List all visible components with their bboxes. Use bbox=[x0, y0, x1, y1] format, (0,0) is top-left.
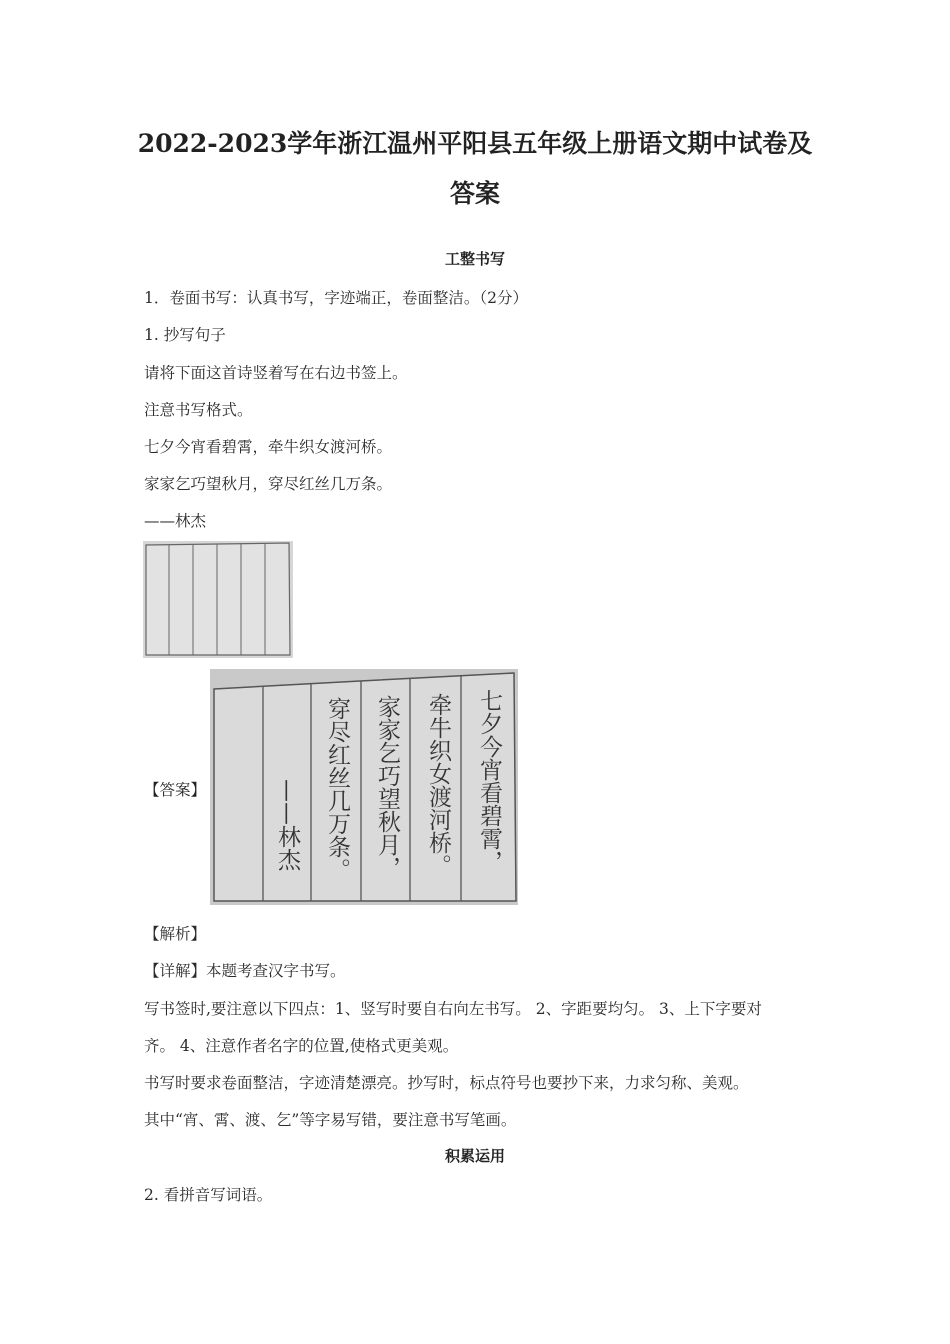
question-1: 1．卷面书写：认真书写，字迹端正，卷面整洁。（2分） bbox=[144, 289, 528, 307]
question-1-sub: 1. 抄写句子 bbox=[144, 326, 226, 344]
answer-label: 【答案】 bbox=[144, 781, 207, 799]
instruction-1: 请将下面这首诗竖着写在右边书签上。 bbox=[144, 364, 408, 382]
analysis-label: 【解析】 bbox=[144, 925, 207, 943]
explanation-2: 齐。 4、注意作者名字的位置,使格式更美观。 bbox=[144, 1037, 459, 1055]
answer-col-2: 牵牛织女渡河桥。 bbox=[425, 693, 451, 877]
section-heading-writing: 工整书写 bbox=[444, 250, 505, 268]
explanation-4: 其中“宵、霄、渡、乞”等字易写错，要注意书写笔画。 bbox=[144, 1111, 517, 1129]
question-2: 2. 看拼音写词语。 bbox=[144, 1186, 273, 1204]
answer-col-4: 穿尽红丝几万条。 bbox=[324, 697, 350, 881]
answer-col-1: 七夕今宵看碧霄， bbox=[476, 689, 502, 873]
doc-title-line1: 2022-2023学年浙江温州平阳县五年级上册语文期中试卷及 bbox=[137, 129, 813, 158]
empty-bookmark-figure bbox=[143, 541, 293, 658]
answer-bookmark-figure bbox=[210, 669, 518, 905]
detail-text: 【详解】本题考查汉字书写。 bbox=[144, 962, 346, 980]
section-heading-accumulation: 积累运用 bbox=[444, 1147, 505, 1165]
instruction-2: 注意书写格式。 bbox=[144, 401, 253, 419]
explanation-1: 写书签时,要注意以下四点：1、竖写时要自右向左书写。 2、字距要均匀。 3、上下字要对 bbox=[144, 1000, 762, 1018]
poem-line-1: 七夕今宵看碧霄，牵牛织女渡河桥。 bbox=[144, 438, 393, 456]
answer-col-3: 家家乞巧望秋月， bbox=[374, 695, 400, 879]
explanation-3: 书写时要求卷面整洁，字迹清楚漂亮。抄写时，标点符号也要抄下来，力求匀称、美观。 bbox=[144, 1074, 749, 1092]
poem-author: ——林杰 bbox=[144, 512, 207, 530]
answer-col-5: ——林杰 bbox=[274, 779, 300, 871]
doc-title-line2: 答案 bbox=[449, 179, 500, 208]
poem-line-2: 家家乞巧望秋月，穿尽红丝几万条。 bbox=[144, 475, 393, 493]
